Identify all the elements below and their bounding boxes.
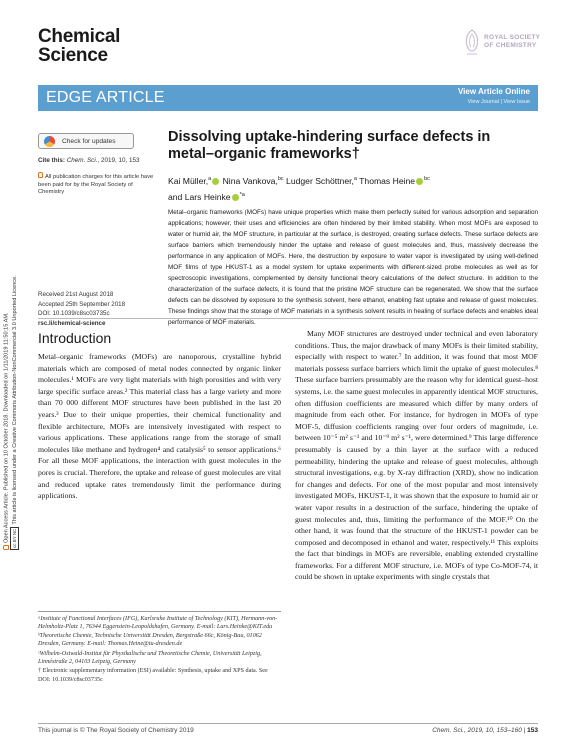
- orcid-icon[interactable]: [232, 194, 239, 201]
- right-column: [295, 328, 538, 583]
- check-updates-icon: [44, 136, 55, 147]
- side-note-line1: Open Access Article. Published on 10 October 2018. Downloaded on 1/11/2019 11:50:15 AM.: [3, 312, 10, 543]
- footer-copyright: This journal is © The Royal Society of Chemistry 2019: [38, 727, 194, 734]
- citation-line: Cite this: Chem. Sci., 2019, 10, 153: [38, 157, 140, 164]
- doi[interactable]: DOI: 10.1039/c8sc03735c: [38, 310, 110, 317]
- publisher-logo: ROYAL SOCIETY OF CHEMISTRY: [462, 28, 542, 62]
- journal-url[interactable]: rsc.li/chemical-science: [38, 319, 106, 327]
- article-type-banner: [38, 85, 538, 111]
- apc-note: All publication charges for this article have been paid for by the Royal Society of Chemistry: [38, 174, 154, 196]
- footnotes: [38, 611, 281, 685]
- abstract: Metal–organic frameworks (MOFs) have unique properties which make them perfectly suited for various adsorption and separation applications; however, their uses and efficiencies are often hindered by their limited stability. When most MOFs are exposed to water or humid air, the MOF structure, in particular at the surface, is destroyed, creating surface defects. These surface defects are surface barriers which tremendously hinder the uptake and release of guest molecules and, thus, massively decrease the performance in any application of MOFs. Here, the destruction by exposure to water vapor is investigated by using well-defined MOF films of type HKUST-1 as a model system for uptake experiments with different-sized probe molecules as well as for spectroscopic investigations, complemented by density functional theory calculations of the defect structure. In addition to the characterization of the surface defects, it is found that the pristine MOF structure can be regenerated. We show that the surface defects can be dissolved by exposure to the synthesis solvent, here ethanol, enabling fast uptake and release of guest molecules. These findings show that the storage of MOF materials in a synthesis solvent results in healing of surface defects and enables ideal performance of MOF materials.: [168, 209, 538, 327]
- view-article-online-link[interactable]: View Article Online: [457, 87, 530, 96]
- orcid-icon[interactable]: [416, 178, 423, 185]
- author-list: Kai Müller,$^a$ Nina Vankova,$^{bc}$ Ludger Schöttner,$^a$ Thomas Heine $^{bc}$ and Lars Heinke $^{*a}$: [168, 175, 430, 203]
- affiliation-a: ᵃInstitute of Functional Interfaces (IFG), Karlsruhe Institute of Technology (KIT), Hermann-von-Helmholtz-Platz 1, 76344 Eggenstein-Leopoldshafen, Germany. E-mail: Lars.Heinke@KIT.edu: [38, 615, 278, 630]
- side-license-note: [3, 80, 31, 550]
- left-column: [38, 330, 281, 502]
- received-date: Received 21st August 2018: [38, 291, 114, 298]
- open-access-icon: [3, 545, 9, 550]
- side-note-line2: This article is licensed under a Creative Commons Attribution-NonCommercial 3.0 Unported Licence.: [12, 275, 19, 525]
- body-paragraph: Many MOF structures are destroyed under technical and even laboratory conditions. Thus, the major drawback of many MOFs is their limited stability, especially with respect to water.⁷ In addition, it was found that most MOF materials possess surface barriers which limit the uptake of guest molecules.⁸ These surface barriers presumably are the reason why for identical guest–host systems, i.e. the same guest molecules in apparently identical MOF structures, often diffusion coefficients are measured which differ by many orders of magnitude from each other. For instance, for hydrogen in MOFs of type MOF-5, diffusion coefficients ranging over four orders of magnitude, i.e. between 10⁻⁵ m² s⁻¹ and 10⁻⁹ m² s⁻¹, were determined.⁹ This large difference presumably is caused by a thin layer at the surface with a reduced permeability, hindering the uptake and release of guest molecules, although structural investigations, e.g. by X-ray diffraction (XRD), show no indication for changes and defects. For one of the most popular and most intensively investigated MOFs, HKUST-1, it was shown that the exposure to humid air or water vapor results in a destruction of the surface, hindering the uptake of guest molecules and, thus, limiting the performance of the MOF.¹⁰ On the other hand, it was found that the structure of the HKUST-1 powder can be composed and decomposed in ethanol and water, respectively.¹¹ This exploits the fact that bindings in MOFs are reversible, enabling extended crystalline frameworks. For a different MOF structure, i.e. MOFs of type Co-MOF-74, it could be shown in uptake experiments with single crystals that: [295, 329, 538, 582]
- open-access-lock-icon: [38, 172, 43, 178]
- rsc-crest-icon: [462, 28, 482, 58]
- esi-note: † Electronic supplementary information (ESI) available: Synthesis, uptake and XPS data. See DOI: 10.1039/c8sc03735c: [38, 668, 268, 683]
- affiliation-b: ᵇTheoretische Chemie, Technische Universität Dresden, Bergstraße 66c, König-Bau, 01062 Dresden, Germany. E-mail: Thomas.Heine@tu-dresden.de: [38, 633, 262, 648]
- check-for-updates-button[interactable]: Check for updates: [38, 133, 134, 149]
- footer-divider: [38, 723, 538, 724]
- intro-paragraph: Metal–organic frameworks (MOFs) are nanoporous, crystalline hybrid materials which are composed of metal nodes connected by organic linker molecules.¹ MOFs are very light materials with high porosities and with very large specific surface areas.² This material class has a large variety and more than 70 000 different MOF structures have been published in the last 20 years.³ Due to their unique properties, their chemical functionality and flexible architecture, MOFs are intensively investigated with respect to various applications. These applications range from the storage of small molecules like methane and hydrogen⁴ and catalysis⁵ to sensor applications.⁶ For all these MOF applications, the interaction with guest molecules in the pores is crucial. Therefore, the uptake and release of guest molecules are vital and reduced uptake rates tremendously limit the performance during applications.: [38, 352, 281, 501]
- divider: [38, 318, 538, 319]
- article-type-label: EDGE ARTICLE: [46, 89, 165, 106]
- journal-title: Chemical Science: [38, 26, 121, 66]
- accepted-date: Accepted 25th September 2018: [38, 300, 126, 308]
- article-title: Dissolving uptake-hindering surface defects in metal–organic frameworks†: [168, 129, 491, 162]
- affiliation-c: ᶜWilhelm-Ostwald-Institut für Physikalische und Theoretische Chemie, Universität Leipzig, Linnéstraße 2, 04103 Leipzig, Germany: [38, 650, 262, 666]
- orcid-icon[interactable]: [212, 178, 219, 185]
- footnote-divider: [38, 611, 281, 612]
- article-dates: [38, 290, 125, 328]
- cc-license-icon: cc BY NC: [12, 528, 18, 548]
- footer-page-info: Chem. Sci., 2019, 10, 153–160 | 153: [432, 727, 538, 734]
- page-number: 153: [527, 727, 538, 734]
- section-heading-introduction: Introduction: [38, 330, 112, 346]
- view-journal-issue-links[interactable]: View Journal | View Issue: [467, 99, 530, 105]
